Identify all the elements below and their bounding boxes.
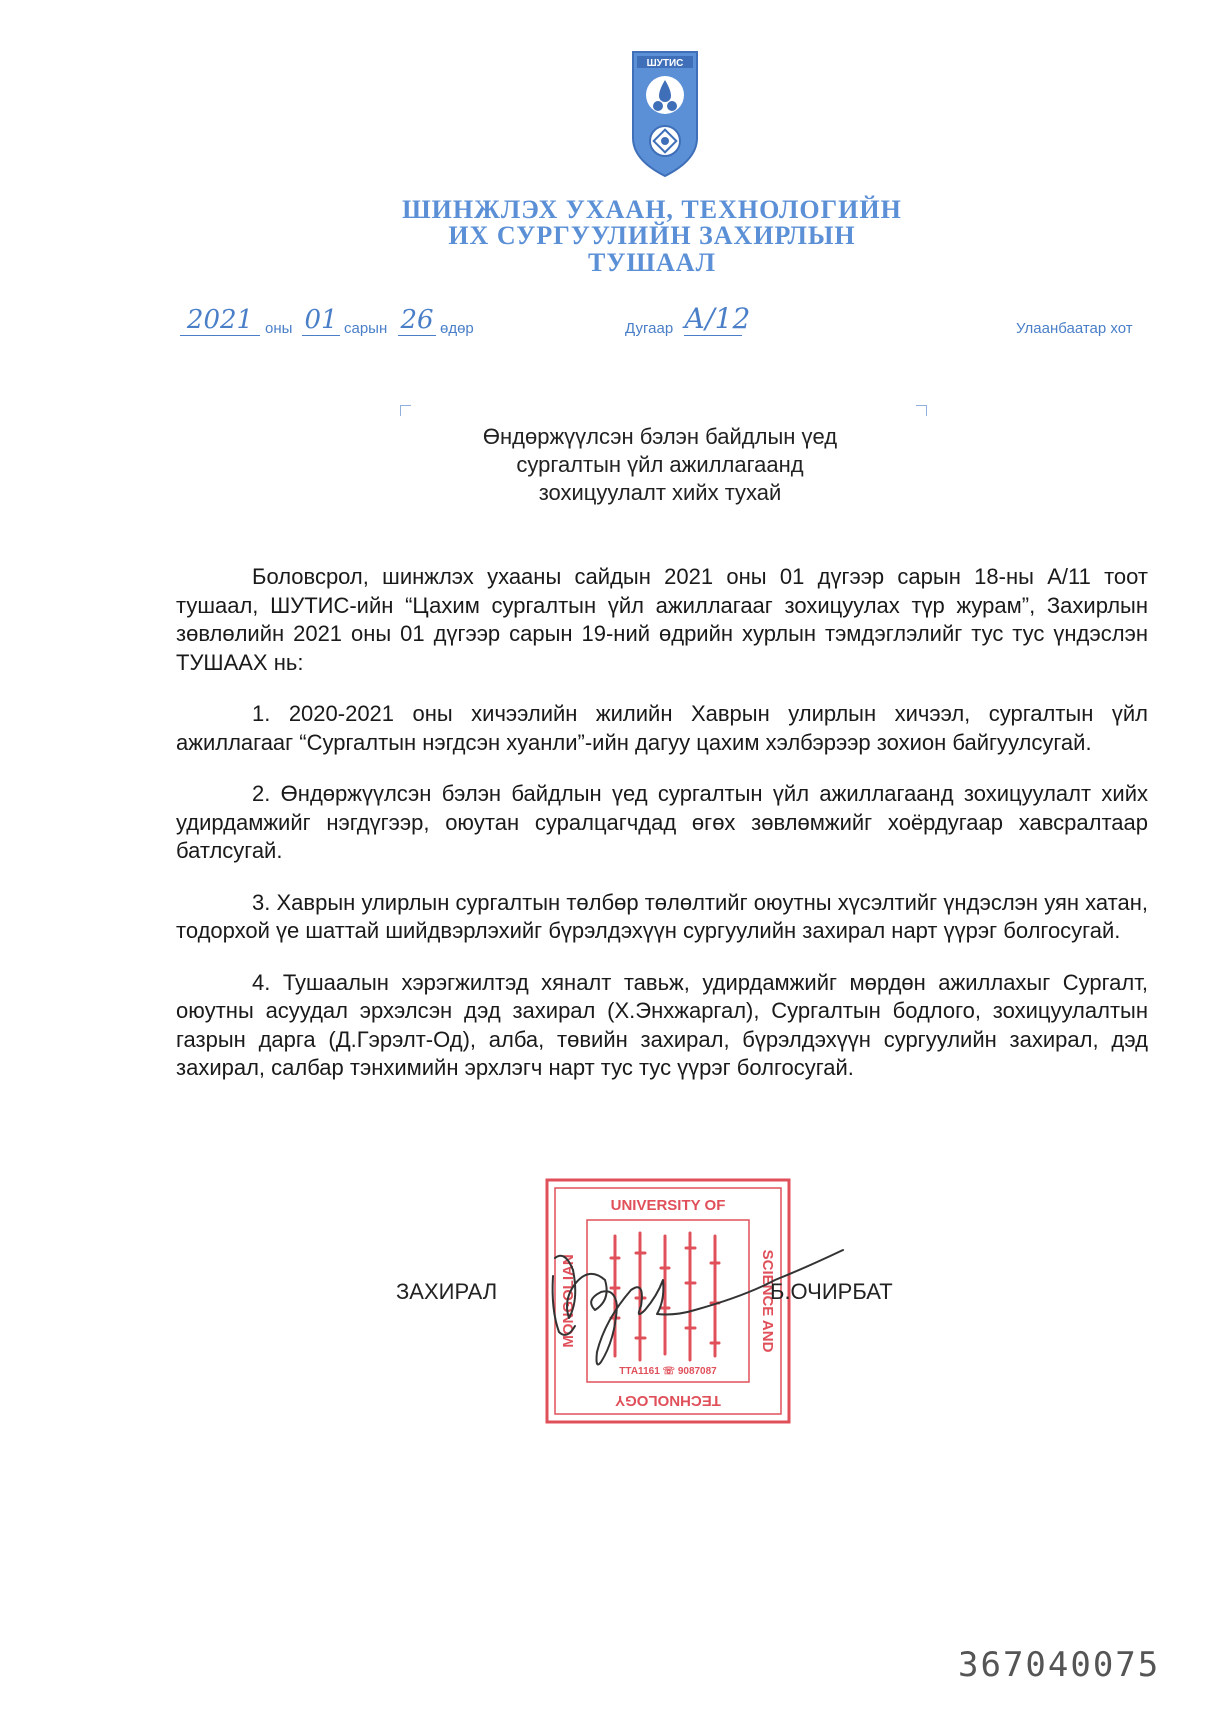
day-label: өдөр bbox=[440, 320, 474, 337]
subject-line1: Өндөржүүлсэн бэлэн байдлын үед bbox=[482, 424, 838, 449]
handwritten-signature bbox=[545, 1240, 855, 1380]
number-label: Дугаар bbox=[625, 320, 674, 337]
paragraph-item-2: 2. Өндөржүүлсэн бэлэн байдлын үед сургалтын үйл ажиллагаанд зохицуулалт хийх удирдамжийг нэгдүгээр, оюутан суралцагчдад өгөх зөвлөмжийг хоёрдугаар хавсралтаар батлсугай. bbox=[176, 781, 1148, 863]
paragraph-item-3: 3. Хаврын улирлын сургалтын төлбөр төлөлтийг оюутны хүсэлтийг үндэслэн уян хатан, тодорхой үе шаттай шийдвэрлэхийг бүрэлдэхүүн сургуулийн захирал нарт үүрэг болгосугай. bbox=[176, 889, 1148, 943]
logo-text: ШУТИС bbox=[646, 58, 684, 69]
stamp-text-left: MONGOLIAN bbox=[560, 1254, 577, 1348]
date-day: 26 bbox=[398, 305, 436, 336]
corner-mark-left bbox=[400, 405, 411, 416]
subject-line2: сургалтын үйл ажиллагаанд bbox=[516, 452, 804, 477]
signatory-name: Б.ОЧИРБАТ bbox=[770, 1279, 893, 1304]
stamp-text-top: UNIVERSITY OF bbox=[610, 1197, 726, 1214]
paragraph-item-4: 4. Тушаалын хэрэгжилтэд хяналт тавьж, удирдамжийг мөрдөн ажиллахыг Сургалт, оюутны асуудал эрхэлсэн дэд захирал (Х.Энхжаргал), Сургалтын бодлого, зохицуулалтын газрын дарга (Д.Гэрэлт-Од), алба, төвийн захирал, бүрэлдэхүүн сургуулийн захирал, дэд захирал, салбар тэнхимийн эрхлэгч нарт тус тус үүрэг болгосугай. bbox=[176, 969, 1148, 1080]
order-body bbox=[176, 563, 1148, 1106]
university-emblem-icon bbox=[631, 50, 699, 178]
corner-mark-right bbox=[916, 405, 927, 416]
subject-block bbox=[360, 423, 960, 507]
signatory-title: ЗАХИРАЛ bbox=[396, 1279, 498, 1304]
stamp-text-right: SCIENCE AND bbox=[759, 1249, 776, 1353]
org-title-line2: ИХ СУРГУУЛИЙН ЗАХИРЛЫН bbox=[448, 221, 856, 250]
order-number: А/12 bbox=[684, 302, 751, 335]
month-label: сарын bbox=[344, 320, 388, 337]
document-serial-number: 367040075 bbox=[958, 1645, 1161, 1685]
subject-line3: зохицуулалт хийх тухай bbox=[538, 480, 782, 505]
stamp-registration: ТТА1161 ☏ 9087087 bbox=[619, 1366, 717, 1377]
city-label: Улаанбаатар хот bbox=[1016, 320, 1133, 337]
org-title-line3: ТУШААЛ bbox=[588, 248, 716, 277]
paragraph-item-1: 1. 2020-2021 оны хичээлийн жилийн Хаврын улирлын хичээл, сургалтын үйл ажиллагааг “Сургалтын нэгдсэн хуанли”-ийн дагуу цахим хэлбэрээр зохион байгуулсугай. bbox=[176, 701, 1148, 755]
org-title-line1: ШИНЖЛЭХ УХААН, ТЕХНОЛОГИЙН bbox=[402, 195, 902, 224]
date-month: 01 bbox=[302, 305, 340, 336]
year-label: оны bbox=[265, 320, 293, 337]
date-year: 2021 bbox=[180, 305, 260, 336]
stamp-text-bottom: TECHNOLOGY bbox=[615, 1392, 721, 1409]
paragraph-preamble: Боловсрол, шинжлэх ухааны сайдын 2021 оны 01 дүгээр сарын 18-ны А/11 тоот тушаал, ШУТИС-ийн “Цахим сургалтын үйл ажиллагааг зохицуулах түр журам”, Захирлын зөвлөлийн 2021 оны 01 дүгээр сарын 19-ний өдрийн хурлын тэмдэглэлийг тус тус үндэслэн ТУШААХ нь: bbox=[176, 564, 1148, 675]
